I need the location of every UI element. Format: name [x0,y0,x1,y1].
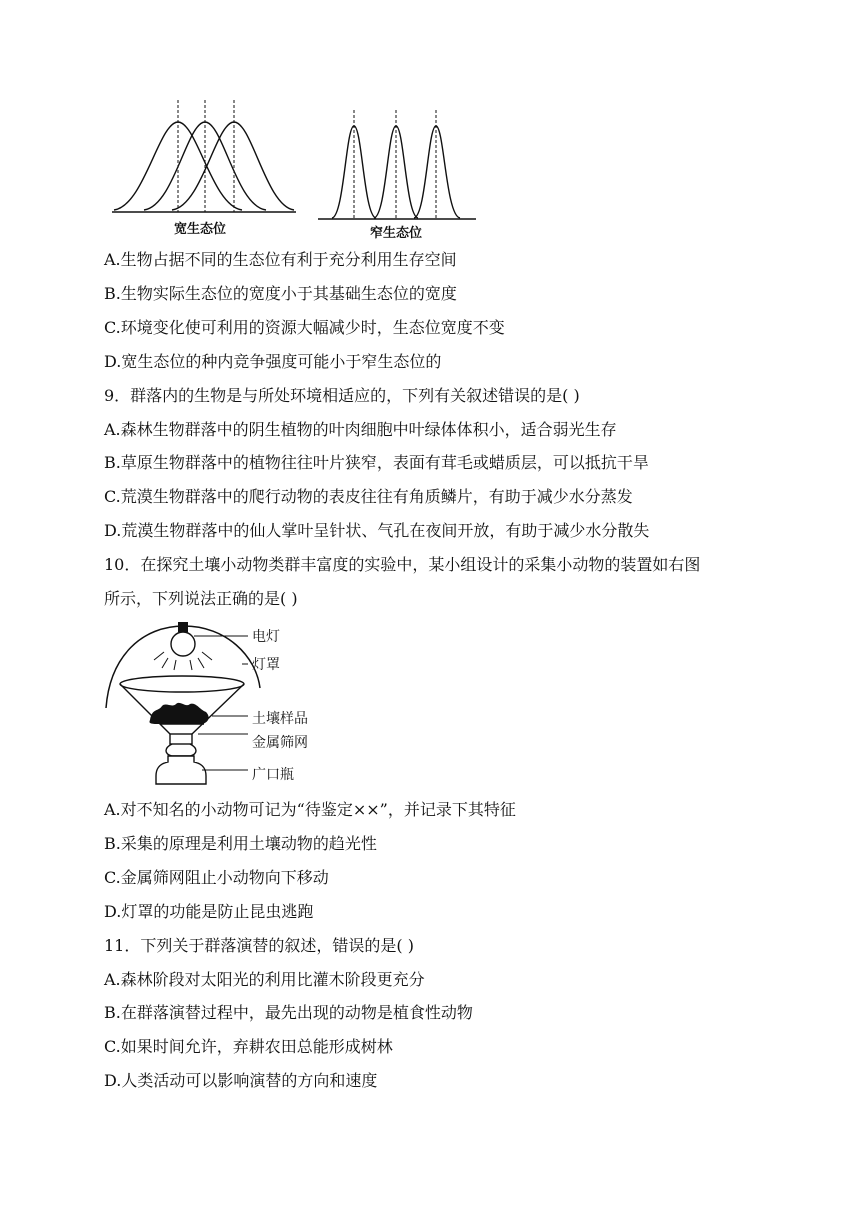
narrow-niche-label: 窄生态位 [370,226,423,241]
q11-option-d: D.人类活动可以影响演替的方向和速度 [104,1071,378,1090]
q11-stem: 11．下列关于群落演替的叙述，错误的是( ) [104,936,414,955]
niche-width-figure [104,98,484,240]
wide-niche-label: 宽生态位 [174,222,227,237]
q9-option-a: A.森林生物群落中的阴生植物的叶肉细胞中叶绿体体积小，适合弱光生存 [104,420,617,439]
soil-label: 土壤样品 [252,711,308,727]
q10-stem-line1: 10．在探究土壤小动物类群丰富度的实验中，某小组设计的采集小动物的装置如右图 [104,555,701,574]
niche-curves-diagram [104,98,484,240]
shade-label: 灯罩 [252,657,280,673]
q10-option-c: C.金属筛网阻止小动物向下移动 [104,868,329,887]
q8-option-a: A.生物占据不同的生态位有利于充分利用生存空间 [104,250,457,269]
mesh-label: 金属筛网 [252,735,308,751]
q9-option-c: C.荒漠生物群落中的爬行动物的表皮往往有角质鳞片，有助于减少水分蒸发 [104,487,633,506]
q9-option-b: B.草原生物群落中的植物往往叶片狭窄，表面有茸毛或蜡质层，可以抵抗干旱 [104,453,649,472]
q10-option-d: D.灯罩的功能是防止昆虫逃跑 [104,902,314,921]
q8-option-b: B.生物实际生态位的宽度小于其基础生态位的宽度 [104,284,457,303]
q10-option-b: B.采集的原理是利用土壤动物的趋光性 [104,834,377,853]
q10-option-a: A.对不知名的小动物可记为“待鉴定××”，并记录下其特征 [104,800,516,819]
q8-option-d: D.宽生态位的种内竞争强度可能小于窄生态位的 [104,352,442,371]
q9-option-d: D.荒漠生物群落中的仙人掌叶呈针状、气孔在夜间开放，有助于减少水分散失 [104,521,650,540]
bottle-label: 广口瓶 [252,767,294,783]
q11-option-b: B.在群落演替过程中，最先出现的动物是植食性动物 [104,1003,473,1022]
soil-animal-collector-figure [102,616,322,788]
lamp-label: 电灯 [252,629,280,645]
q10-stem-line2: 所示，下列说法正确的是( ) [104,589,298,608]
q11-option-c: C.如果时间允许，弃耕农田总能形成树林 [104,1037,393,1056]
q8-option-c: C.环境变化使可利用的资源大幅减少时，生态位宽度不变 [104,318,505,337]
q9-stem: 9．群落内的生物是与所处环境相适应的，下列有关叙述错误的是( ) [104,386,580,405]
collector-apparatus-diagram [102,616,322,788]
q11-option-a: A.森林阶段对太阳光的利用比灌木阶段更充分 [104,970,425,989]
